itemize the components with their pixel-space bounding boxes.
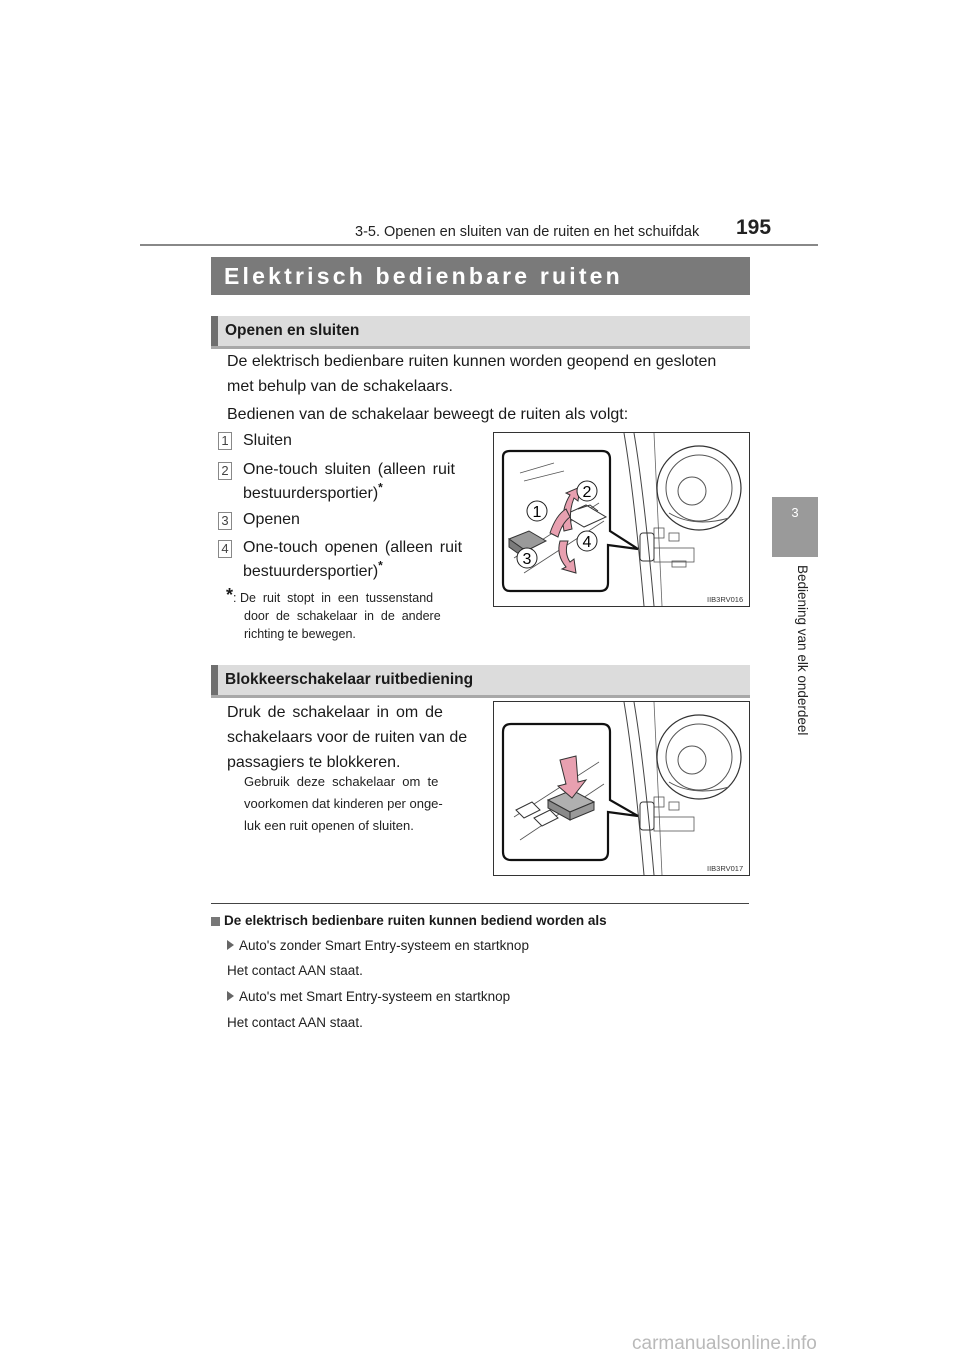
list-item-auto-close-line1: One-touch sluiten (alleen ruit [243,461,455,478]
list-item-auto-close-line2: bestuurdersportier)* [243,480,383,502]
list-number-1: 1 [218,432,232,450]
section-heading-open-close: Openen en sluiten [211,316,750,346]
lock-note-line-2: voorkomen dat kinderen per onge- [244,796,443,811]
callout-4: 4 [582,534,592,551]
lock-para-line-3: passagiers te blokkeren. [227,754,401,771]
window-switch-illustration [493,432,750,607]
list-item-close: Sluiten [243,432,292,449]
section-heading-lock-switch: Blokkeerschakelaar ruitbediening [211,665,750,695]
footnote-line-2: door de schakelaar in de andere [244,609,441,623]
callout-1: 1 [532,504,542,521]
section-breadcrumb: 3-5. Openen en sluiten van de ruiten en het schuifdak [355,224,700,240]
chapter-label: Bediening van elk onderdeel [795,565,810,736]
list-item-auto-open-line1: One-touch openen (alleen ruit [243,539,463,556]
callout-2: 2 [582,484,592,501]
condition-text-1: Het contact AAN staat. [227,963,363,978]
chapter-number: 3 [791,505,799,520]
lock-para-line-2: schakelaars voor de ruiten van de [227,729,468,746]
intro-line-3: Bedienen van de schakelaar beweegt de ruiten als volgt: [227,406,629,423]
window-switch-drawing [494,433,749,606]
square-bullet-icon [211,917,220,926]
intro-line-1: De elektrisch bedienbare ruiten kunnen worden geopend en gesloten [227,353,717,370]
page-title: Elektrisch bedienbare ruiten [211,257,750,295]
list-number-4: 4 [218,540,232,558]
lock-switch-drawing [494,702,749,875]
list-item-auto-open-line2: bestuurdersportier)* [243,558,383,580]
conditions-title: De elektrisch bedienbare ruiten kunnen bediend worden als [211,913,607,928]
lock-note-line-1: Gebruik deze schakelaar om te [244,774,439,789]
page-number: 195 [736,216,772,239]
triangle-bullet-icon [227,940,234,950]
condition-label-2: Auto's met Smart Entry-systeem en startknop [227,989,510,1004]
footnote-asterisk: * [226,585,234,605]
header-divider [140,244,818,246]
watermark: carmanualsonline.info [632,1333,817,1354]
lock-note-line-3: luk een ruit openen of sluiten. [244,818,414,833]
lock-switch-illustration [493,701,750,876]
footnote-line-3: richting te bewegen. [244,627,356,641]
callout-3: 3 [522,551,532,568]
intro-line-2: met behulp van de schakelaars. [227,378,453,395]
list-number-2: 2 [218,462,232,480]
triangle-bullet-icon [227,991,234,1001]
condition-label-1: Auto's zonder Smart Entry-systeem en startknop [227,938,529,953]
conditions-divider [211,903,749,904]
footnote-line-1: : De ruit stopt in een tussenstand [233,591,434,605]
list-item-open: Openen [243,511,300,528]
figure-code-1: IIB3RV016 [707,595,744,604]
condition-text-2: Het contact AAN staat. [227,1015,363,1030]
lock-para-line-1: Druk de schakelaar in om de [227,704,443,721]
figure-code-2: IIB3RV017 [707,864,744,873]
list-number-3: 3 [218,512,232,530]
